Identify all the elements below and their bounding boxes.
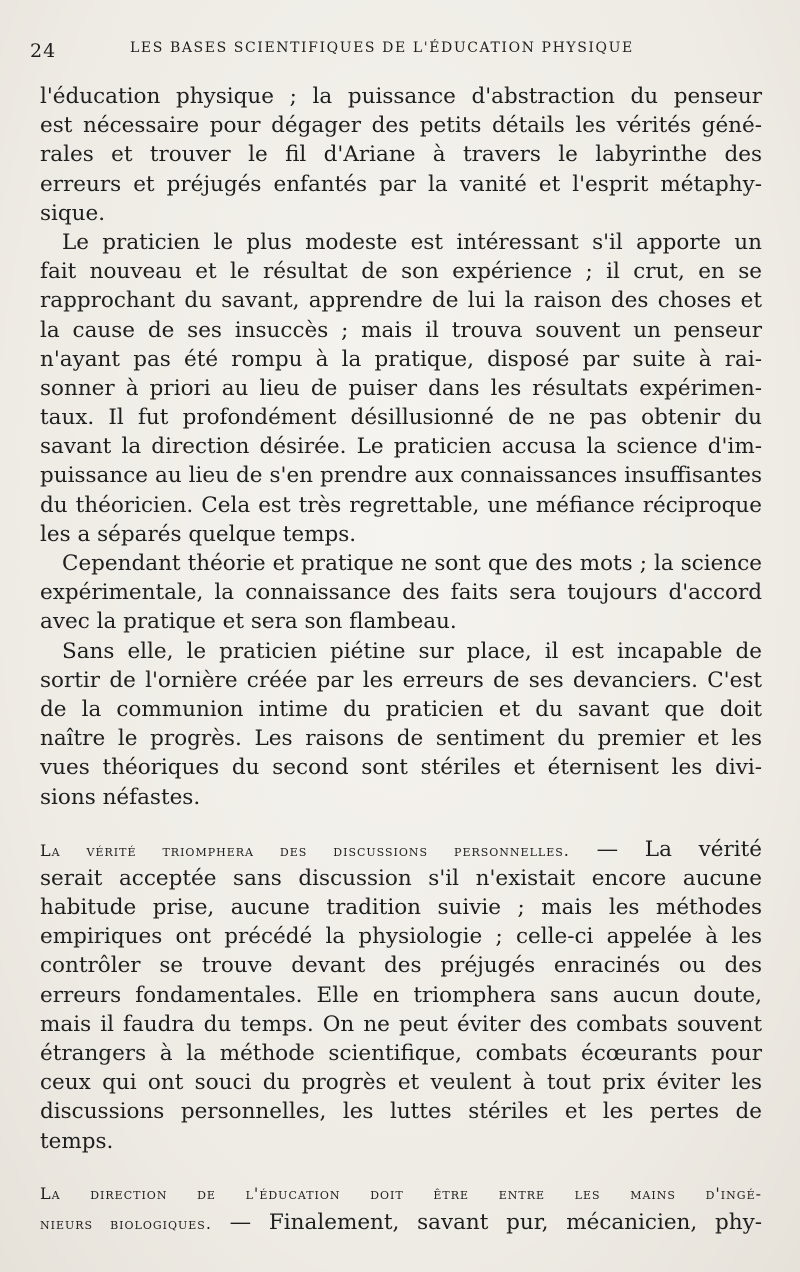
page-number: 24 — [30, 40, 57, 62]
text-line: n'ayant pas été rompu à la pratique, disposé par suite à rai- — [40, 346, 762, 372]
section-heading-line — [40, 1208, 762, 1237]
text-line: savant la direction désirée. Le praticien accusa la science d'im- — [40, 434, 762, 460]
text-line: Sans elle, le praticien piétine sur place, il est incapable de — [62, 638, 762, 664]
paragraph-4 — [40, 637, 762, 812]
text-line: vues théoriques du second sont stériles et éternisent les divi- — [40, 755, 762, 781]
page-body — [40, 82, 762, 1237]
text-line: erreurs fondamentales. Elle en triomphera sans aucun doute, — [40, 982, 762, 1008]
text-line: étrangers à la méthode scientifique, combats écœurants pour — [40, 1041, 762, 1066]
page-header — [30, 36, 770, 62]
text-line: avec la pratique et sera son flambeau. — [40, 609, 457, 635]
text-line: ceux qui ont souci du progrès et veulent à tout prix éviter les — [40, 1070, 762, 1096]
paragraph-2 — [40, 228, 762, 549]
text-line: puissance au lieu de s'en prendre aux connaissances insuffisantes — [40, 463, 762, 489]
text-line: sions néfastes. — [40, 784, 201, 810]
text-line: mais il faudra du temps. On ne peut éviter des combats souvent — [40, 1011, 762, 1037]
text-line: empiriques ont précédé la physiologie ; celle-ci appelée à les — [40, 924, 762, 950]
section-heading: La vérité triomphera des discussions personnelles. — [40, 840, 570, 860]
text-line: serait acceptée sans discussion s'il n'existait encore aucune — [40, 865, 762, 891]
text-line: erreurs et préjugés enfantés par la vanité et l'esprit métaphy- — [40, 171, 762, 197]
section-heading-line — [40, 835, 762, 864]
section-direction — [40, 1179, 762, 1237]
paragraph-1 — [40, 82, 762, 228]
section-heading-continuation: — Finalement, savant pur, mécanicien, phy- — [229, 1209, 762, 1235]
section-gap — [40, 812, 762, 835]
text-line: du théoricien. Cela est très regrettable, une méfiance réciproque — [40, 492, 762, 518]
text-line: expérimentale, la connaissance des faits sera toujours d'accord — [40, 580, 762, 606]
text-line: de la communion intime du praticien et du savant que doit — [40, 696, 762, 722]
text-line: les a séparés quelque temps. — [40, 521, 357, 547]
section-gap — [40, 1156, 762, 1179]
text-line: sique. — [40, 200, 106, 226]
section-heading-end: nieurs biologiques. — [40, 1213, 212, 1233]
text-line: Cependant théorie et pratique ne sont que des mots ; la science — [62, 551, 762, 576]
text-line: taux. Il fut profondément désillusionné de ne pas obtenir du — [40, 405, 762, 431]
section-heading-continuation: — La vérité — [596, 836, 762, 862]
text-line: discussions personnelles, les luttes stériles et les pertes de — [40, 1099, 762, 1125]
text-line: habitude prise, aucune tradition suivie ; mais les méthodes — [40, 895, 762, 921]
text-line: fait nouveau et le résultat de son expérience ; il crut, en se — [40, 259, 762, 285]
section-truth — [40, 835, 762, 1156]
section-heading: La direction de l'éducation doit être entre les mains d'ingé- — [40, 1183, 762, 1203]
text-line: rales et trouver le fil d'Ariane à travers le labyrinthe des — [40, 142, 762, 168]
text-line: sortir de l'ornière créée par les erreurs de ses devanciers. C'est — [40, 667, 762, 693]
text-line: est nécessaire pour dégager des petits détails les vérités géné- — [40, 113, 762, 139]
running-head: LES BASES SCIENTIFIQUES DE L'ÉDUCATION PHYSIQUE — [130, 40, 634, 56]
text-line: l'éducation physique ; la puissance d'abstraction du penseur — [40, 84, 762, 109]
text-line: Le praticien le plus modeste est intéressant s'il apporte un — [62, 229, 762, 255]
text-line: sonner à priori au lieu de puiser dans les résultats expérimen- — [40, 375, 762, 401]
text-line: rapprochant du savant, apprendre de lui la raison des choses et — [40, 288, 762, 314]
paragraph-3 — [40, 549, 762, 637]
text-line: naître le progrès. Les raisons de sentiment du premier et les — [40, 726, 762, 752]
text-line: temps. — [40, 1128, 114, 1154]
text-line: la cause de ses insuccès ; mais il trouva souvent un penseur — [40, 317, 762, 343]
text-line: contrôler se trouve devant des préjugés enracinés ou des — [40, 953, 762, 979]
